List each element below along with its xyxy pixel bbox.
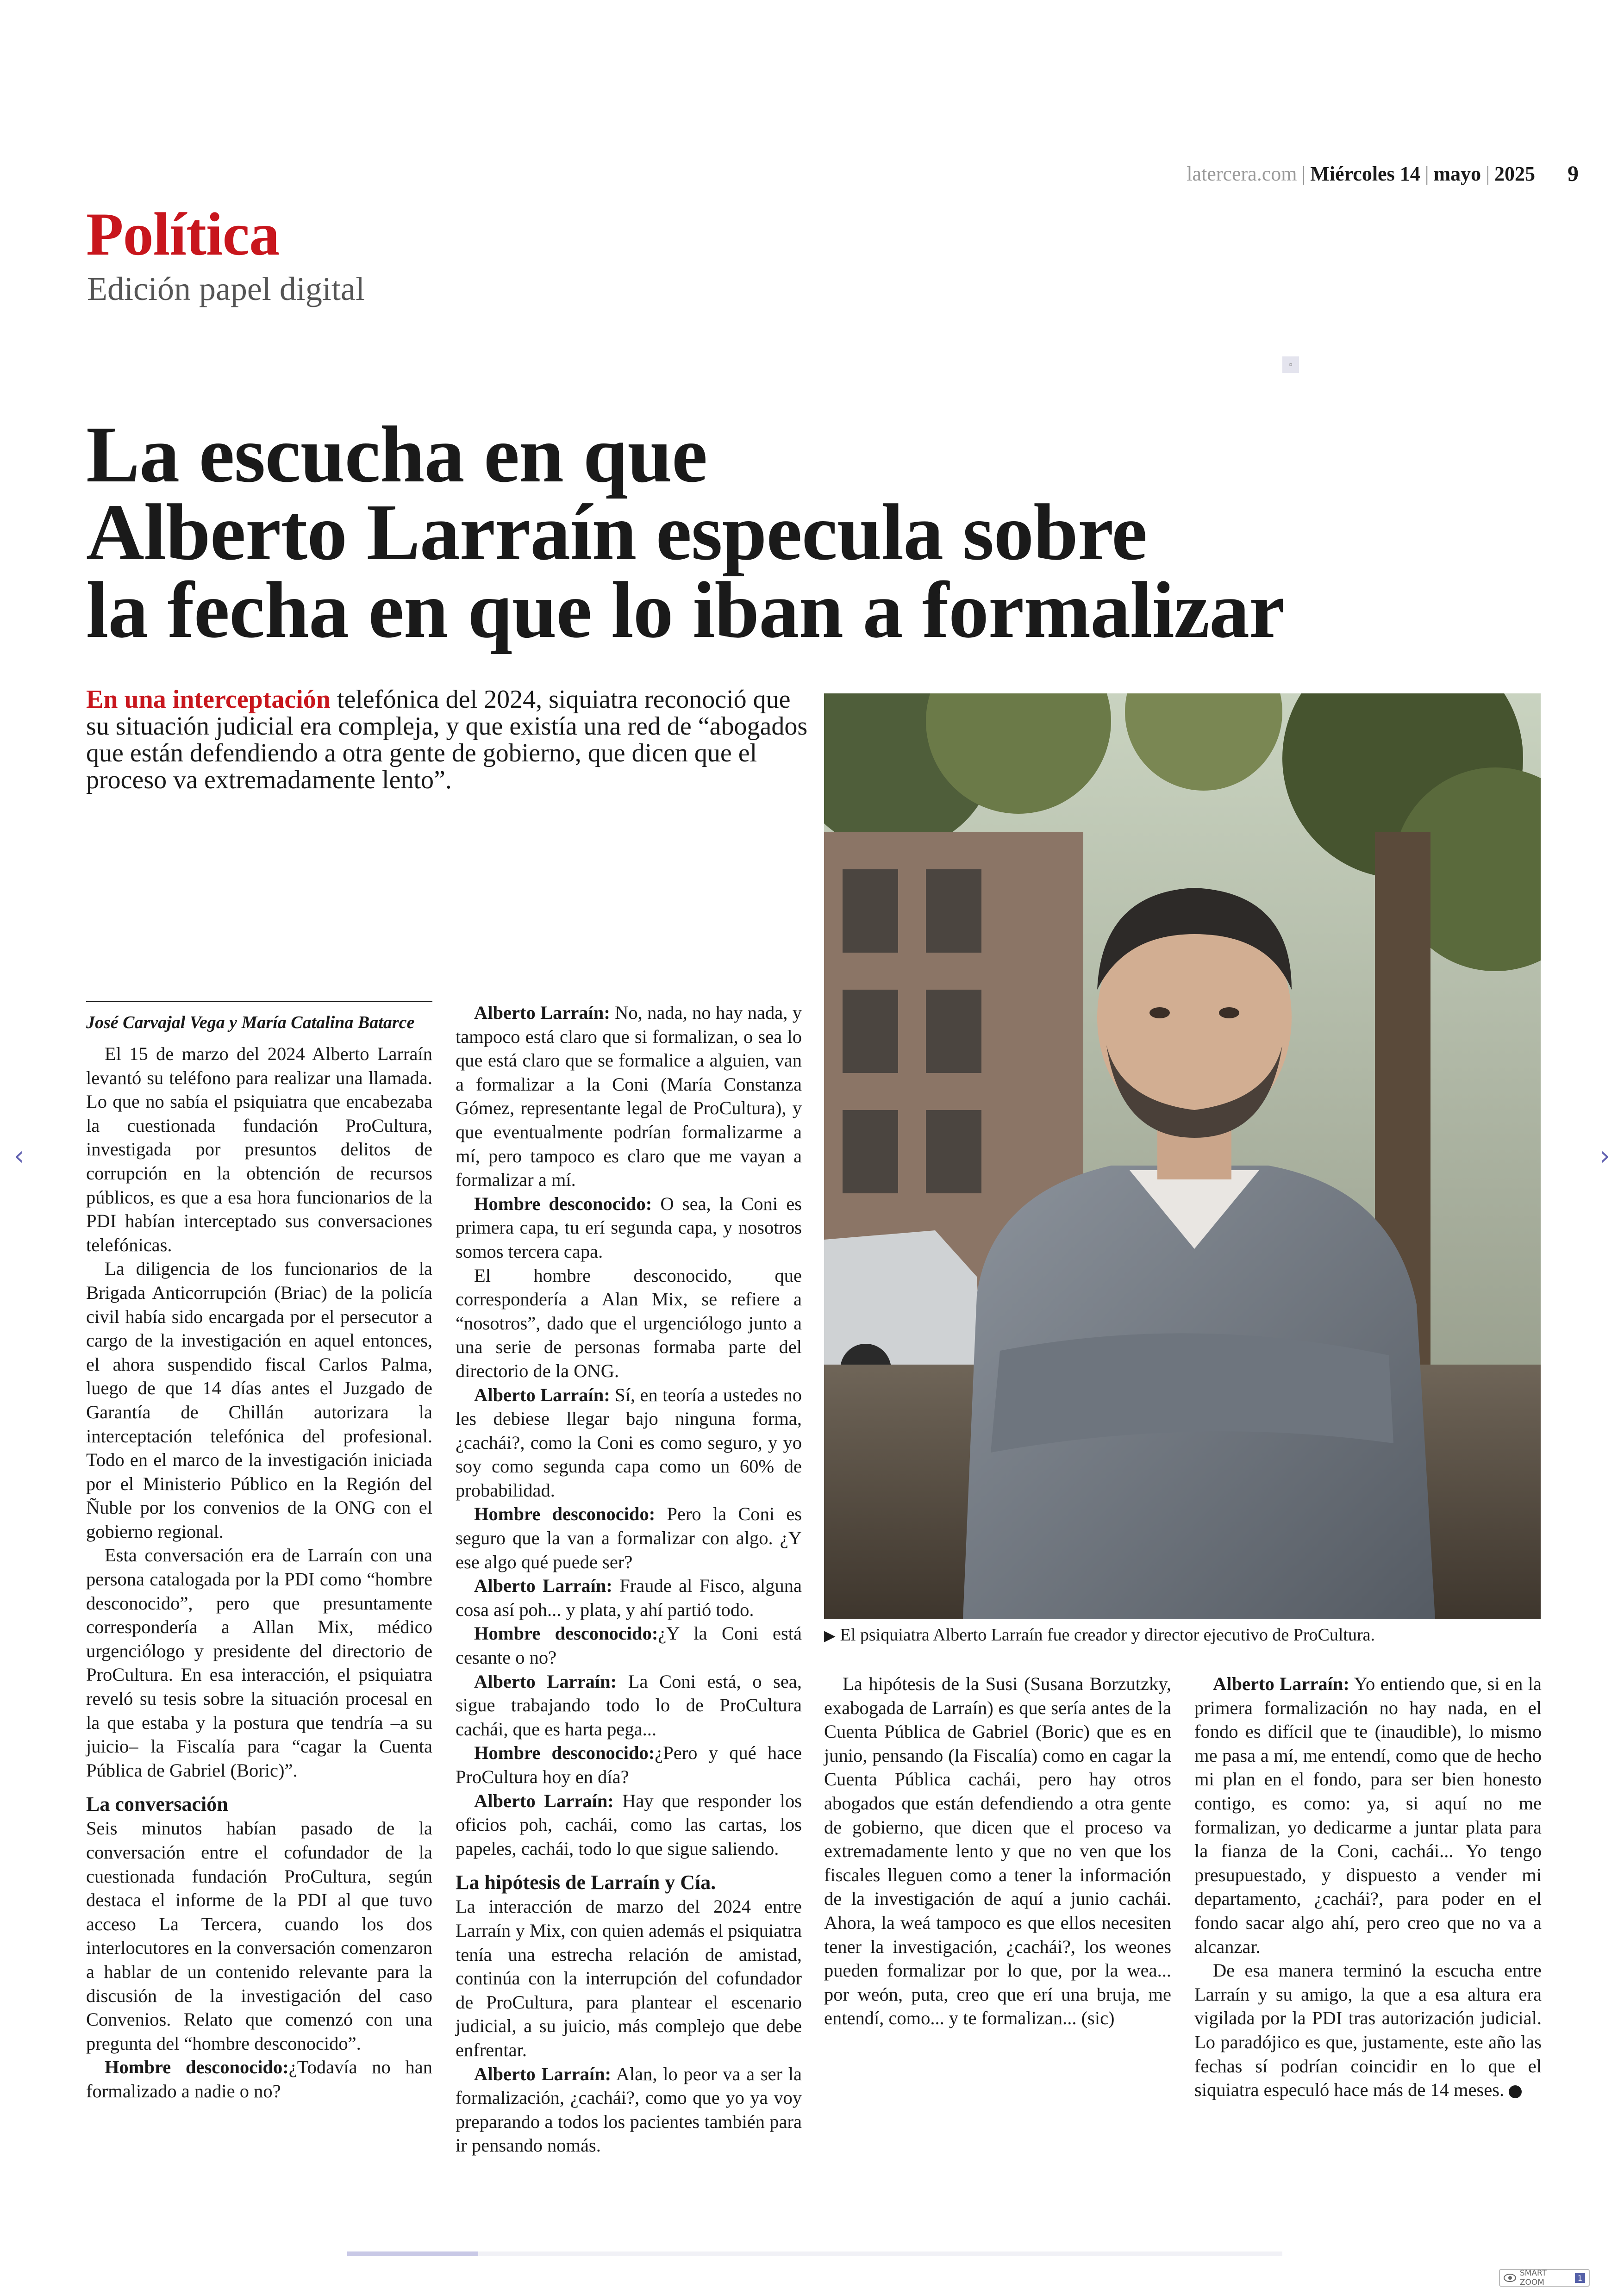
dialogue-text: Sí, en teoría a ustedes no les debiese llegar bajo ninguna forma, ¿cachái?, como la Coni es como seguro, y yo soy como segunda capa como un 60% de probabilidad. [456,1384,802,1501]
smart-zoom-badge: 1 [1575,2273,1585,2283]
dialogue-text: Alan, lo peor va a ser la formalización, ¿cachái?, como que yo ya voy preparando a todos los pacientes también para ir pensando nomás. [456,2063,802,2156]
dialogue-text: Hay que responder los oficios poh, cachái, como las cartas, los papeles, cachái, todo lo que sigue saliendo. [456,1790,802,1859]
dialogue-line [1194,1672,1542,1958]
page-progress-fill [347,2251,478,2256]
body-paragraph: El 15 de marzo del 2024 Alberto Larraín levantó su teléfono para realizar una llamada. Lo que no sabía el psiquiatra que encabezaba la cuestionada fundación ProCultura, investigada por presuntos delitos de corrupción en la obtención de recursos públicos, es que a esa hora funcionarios de la PDI habían interceptado sus conversaciones telefónicas. [86,1043,432,1255]
weekday: Miércoles 14 [1310,162,1420,185]
subheading-hipotesis: La hipótesis de Larraín y Cía. [456,1871,716,1894]
previous-page-button[interactable]: ‹ [13,1141,25,1171]
dialogue-line [456,1383,802,1503]
speaker-label: Alberto Larraín: [474,1790,614,1811]
article-column-1 [86,1013,432,2103]
dialogue-text: O sea, la Coni es primera capa, tu erí segunda capa, y nosotros somos tercera capa. [456,1193,802,1262]
lead-kicker: En una interceptación [86,685,331,714]
dialogue-line [456,2062,802,2158]
speaker-label: Hombre desconocido: [474,1193,652,1214]
body-paragraph: Esta conversación era de Larraín con una persona catalogada por la PDI como “hombre desconocido”, pero que presuntamente correspondería a Allan Mix, médico urgenciólogo y presidente del directorio de ProCultura. En esa interacción, el psiquiatra reveló su tesis sobre la situación procesal en la que estaba y la postura que tendría –a su juicio– la Fiscalía para “cagar la Cuenta Pública de Gabriel (Boric)”. [86,1545,432,1781]
speaker-label: Hombre desconocido: [105,2057,289,2078]
body-paragraph [1194,1958,1542,2102]
dialogue-line [456,1574,802,1621]
dialogue-line [456,1502,802,1574]
dialogue-text: Pero la Coni es seguro que la van a formalizar con algo. ¿Y ese algo qué puede ser? [456,1503,802,1572]
section-subtitle: Edición papel digital [87,270,365,307]
dialogue-text: No, nada, no hay nada, y tampoco está claro que si formalizan, o sea lo que está claro que se formalice a alguien, van a formalizar a la Coni (María Constanza Gómez, representante legal de ProCultura), y que eventualmente podrían formalizarme a mí, pero tampoco es claro que me vayan a formalizar a mí. [456,1002,802,1191]
dialogue-line [456,1789,802,1861]
body-paragraph: La diligencia de los funcionarios de la Brigada Anticorrupción (Briac) de la policía civil había sido encargada por el persecutor a cargo de la investigación en aquel entonces, el ahora suspendido fiscal Carlos Palma, luego de que 14 días antes el Juzgado de Garantía de Chillán autorizara la interceptación telefónica del profesional. Todo en el marco de la investigación iniciada por el Ministerio Público en la Región del Ñuble por los convenios de la ONG con el gobierno regional. [86,1258,432,1542]
smart-zoom-label: SMART ZOOM [1519,2269,1547,2287]
speaker-label: Alberto Larraín: [474,1002,610,1023]
year: 2025 [1494,162,1535,185]
speaker-label: Hombre desconocido: [474,1742,655,1764]
headline-line: Alberto Larraín especula sobre [86,487,1147,577]
smart-zoom-button[interactable] [1499,2269,1590,2287]
page-progress-track[interactable] [347,2251,1282,2256]
page-number: 9 [1568,162,1579,186]
body-paragraph: Seis minutos habían pasado de la conversación entre el cofundador de la cuestionada fundación ProCultura, según destaca el informe de la PDI al que tuvo acceso La Tercera, cuando los dos interlocutores en la conversación comenzaron a hablar de un contenido relevante para la discusión de la investigación del caso Convenios. Relato que comenzó con una pregunta del “hombre desconocido”. [86,1818,432,2054]
dialogue-line [456,1001,802,1192]
dialogue-line [456,1670,802,1741]
dialogue-line [456,1741,802,1789]
page-marker-icon: ▫ [1282,356,1299,373]
site-name[interactable]: latercera.com [1187,162,1297,185]
subheading-conversacion: La conversación [86,1793,228,1816]
photo-caption [824,1625,1546,1645]
next-page-button[interactable]: › [1599,1141,1611,1171]
dialogue-text: Yo entiendo que, si en la primera formalización no hay nada, en el fondo es difícil que te (inaudible), lo mismo me pasa a mí, me entendí, como que de hecho mi plan en el fondo, para ser bien honesto contigo, es como: ya, si aquí no me formalizan, yo dedicarme a juntar plata para la fianza de la Coni, cachái... Yo tengo presupuestado, y dispuesto a vender mi departamento, ¿cachái?, para poder en el fondo sacar algo ahí, pero creo que no va a alcanzar. [1194,1673,1542,1957]
byline: José Carvajal Vega y María Catalina Batarce [86,1001,432,1033]
dialogue-text: ¿Y la Coni está cesante o no? [456,1623,802,1668]
body-paragraph: El hombre desconocido, que correspondería a Alan Mix, se refiere a “nosotros”, dado que el urgenciólogo junto a una serie de personas formaba parte del directorio de la ONG. [456,1265,802,1381]
article-column-3 [824,1672,1171,2030]
photo-illustration [824,693,1541,1619]
body-paragraph: La interacción de marzo del 2024 entre Larraín y Mix, con quien además el psiquiatra tenía una estrecha relación de amistad, continúa con la interrupción del cofundador de ProCultura, para plantear el escenario judicial, a su juicio, más complejo que debe enfrentar. [456,1896,802,2060]
eye-icon [1504,2274,1516,2282]
header-dateline: latercera.com | Miércoles 14 | mayo | 2025 [1187,162,1535,185]
dialogue-line [456,1192,802,1264]
speaker-label: Alberto Larraín: [474,1671,617,1692]
speaker-label: Alberto Larraín: [474,1384,610,1405]
dialogue-text: Fraude al Fisco, alguna cosa así poh... y plata, y ahí partió todo. [456,1575,802,1620]
body-paragraph: La hipótesis de la Susi (Susana Borzutzky, exabogada de Larraín) es que sería antes de la Cuenta Pública de Gabriel (Boric) que es en junio, pensando (la Fiscalía) como en cagar la Cuenta Pública cachái, pero hay otros abogados que están defendiendo a otra gente de gobierno, que dicen que el proceso va extremadamente lento y que no ven que los fiscales lleguen como a tener la información de la investigación de aquí a junio cachái. Ahora, la weá tampoco es que ellos necesiten tener la investigación, ¿cachái?, los weones pueden formalizar por lo que, por la wea... por weón, puta, creo que erí una bruja, me entendí, como... y te formalizan... (sic) [824,1673,1171,2029]
section-title: Política [86,200,280,268]
lead-text: telefónica del 2024, siquiatra reconoció que su situación judicial era compleja, y que existía una red de “abogados que están defendiendo a otra gente de gobierno, que dicen que el proceso va extremadamente lento”. [86,685,808,794]
dialogue-text: ¿Pero y qué hace ProCultura hoy en día? [456,1742,802,1787]
headline-line: La escucha en que [86,410,707,499]
headline [86,410,1359,655]
headline-line: la fecha en que lo iban a formalizar [86,565,1285,655]
speaker-label: Alberto Larraín: [1213,1673,1349,1694]
article-photo [824,693,1541,1619]
speaker-label: Alberto Larraín: [474,1575,612,1597]
article-column-2 [456,1001,802,2158]
speaker-label: Hombre desconocido: [474,1623,658,1644]
speaker-label: Hombre desconocido: [474,1503,656,1525]
closing-text: De esa manera terminó la escucha entre Larraín y su amigo, la que a esa altura era vigilada por la PDI tras autorización judicial. Lo paradójico es que, justamente, este año las fechas sí podrían coincidir en lo que el siquiatra especuló hace más de 14 meses. [1194,1960,1542,2101]
speaker-label: Alberto Larraín: [474,2063,612,2084]
month: mayo [1433,162,1481,185]
caption-arrow-icon: ▶ [824,1627,836,1644]
dialogue-line [86,2055,432,2103]
article-column-4 [1194,1672,1542,2102]
dialogue-text: ¿Todavía no han formalizado a nadie o no? [86,2057,432,2102]
lead-paragraph [86,686,808,793]
dialogue-line [456,1621,802,1669]
end-mark-icon [1509,2085,1522,2098]
dialogue-text: La Coni está, o sea, sigue trabajando todo lo de ProCultura cachái, que es harta pega... [456,1671,802,1740]
caption-text: El psiquiatra Alberto Larraín fue creador y director ejecutivo de ProCultura. [840,1625,1375,1645]
